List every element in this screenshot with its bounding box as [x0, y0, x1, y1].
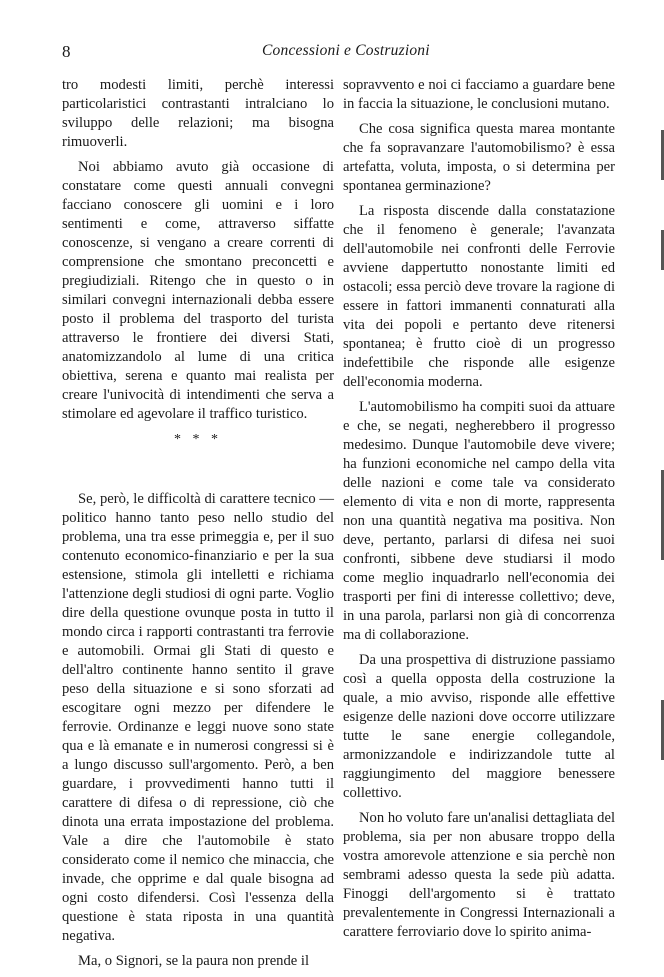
paragraph: sopravvento e noi ci facciamo a guardare bene in faccia la situazione, le conclusioni mutano.: [343, 77, 615, 112]
paragraph: L'automobilismo ha compiti suoi da attuare e che, se negati, negherebbero il progresso medesimo. Dunque l'automobile deve vivere; ha funzioni economiche nel campo della vita delle nazioni e come tale va considerato elemento di vita e non di morte, rappresenta non una quantità negativa ma positiva. Non deve, pertanto, parlarsi di difesa nei suoi confronti, sibbene deve studiarsi il modo come meglio inquadrarlo nell'economia dei trasporti per fini di interesse collettivo; deve, in una parola, parlarsi non già di concorrenza ma di collaborazione.: [343, 399, 615, 643]
paragraph: Che cosa significa questa marea montante che fa sopravanzare l'automobilismo? è essa artefatta, voluta, imposta, o si determina per spontanea germinazione?: [343, 121, 615, 194]
paragraph: La risposta discende dalla constatazione che il fenomeno è generale; l'avanzata dell'automobile nei confronti delle Ferrovie avviene dappertutto nonostante limiti ed ostacoli; essa perciò deve trovare la ragione di essere in fattori immanenti connaturati alla vita dei popoli e pertanto deve ritenersi spontanea; è frutto cioè di un progresso indefettibile che risponde alle esigenze dell'economia moderna.: [343, 203, 615, 390]
paragraph: Non ho voluto fare un'analisi dettagliata del problema, sia per non abusare troppo della vostra amorevole attenzione e sia perchè non sembrami adesso questa la sede più adatta. Finoggi dell'argomento si è trattato prevalentemente in Congressi Internazionali a carattere ferroviario dove lo spirito anima-: [343, 810, 615, 940]
section-separator: * * *: [174, 432, 222, 447]
left-column: [62, 76, 334, 977]
paragraph: tro modesti limiti, perchè interessi particolaristici contrastanti intralciano lo sviluppo delle relazioni; ma bisogna rimuoverli.: [62, 77, 334, 150]
page-header: [62, 42, 612, 64]
running-title: Concessioni e Costruzioni: [262, 42, 430, 59]
right-column: [343, 76, 615, 948]
paragraph: Da una prospettiva di distruzione passiamo così a quella opposta della costruzione la quale, a mio avviso, risponde alle effettive esigenze delle nazioni dove occorre utilizzare tutte le sane energie collegandole, armonizzandole e indirizzandole tutte al raggiungimento del maggiore benessere collettivo.: [343, 652, 615, 801]
paragraph: Se, però, le difficoltà di carattere tecnico — politico hanno tanto peso nello studio del problema, una tra esse primeggia e, per il suo contenuto economico-finanziario e per la sua estensione, stimola gli intelletti e richiama l'attenzione degli studiosi di ogni parte. Voglio dire della questione ovunque posta in tutto il mondo circa i rapporti contrastanti tra ferrovie e automobili. Ormai gli Stati di questo e dell'altro continente hanno sentito il grave peso della situazione e si sono sforzati ad escogitare ogni mezzo per difendere le ferrovie. Ordinanze e leggi nuove sono state qua e là emanate e in numerosi congressi si è a lungo discusso sull'argomento. Però, a ben guardare, i provvedimenti hanno tutti il carattere di difesa o di repressione, ciò che dinota una errata impostazione del problema. Vale a dire che l'automobile è stato considerato come il nemico che minaccia, che invade, che opprime e dal quale bisogna ad ogni costo difendersi. Così l'essenza della questione è stata riposta in una quantità negativa.: [62, 491, 334, 944]
paragraph: Ma, o Signori, se la paura non prende il: [78, 953, 310, 969]
paragraph: Noi abbiamo avuto già occasione di constatare come questi annuali convegni facciano conoscere gli uomini e i loro sentimenti e come, attraverso siffatte conoscenze, si vengano a creare correnti di comprensione che smontano preconcetti e pregiudiziali. Ritengo che in questo o in similari convegni internazionali debba essere posto il problema del trasporto del turista attraverso le frontiere dei diversi Stati, anatomizzandolo al lume di una critica obiettiva, serena e quanto mai realista per creare l'univocità di intendimenti che serva a stimolare ed agevolare il traffico turistico.: [62, 159, 334, 422]
page-number: 8: [62, 42, 71, 61]
